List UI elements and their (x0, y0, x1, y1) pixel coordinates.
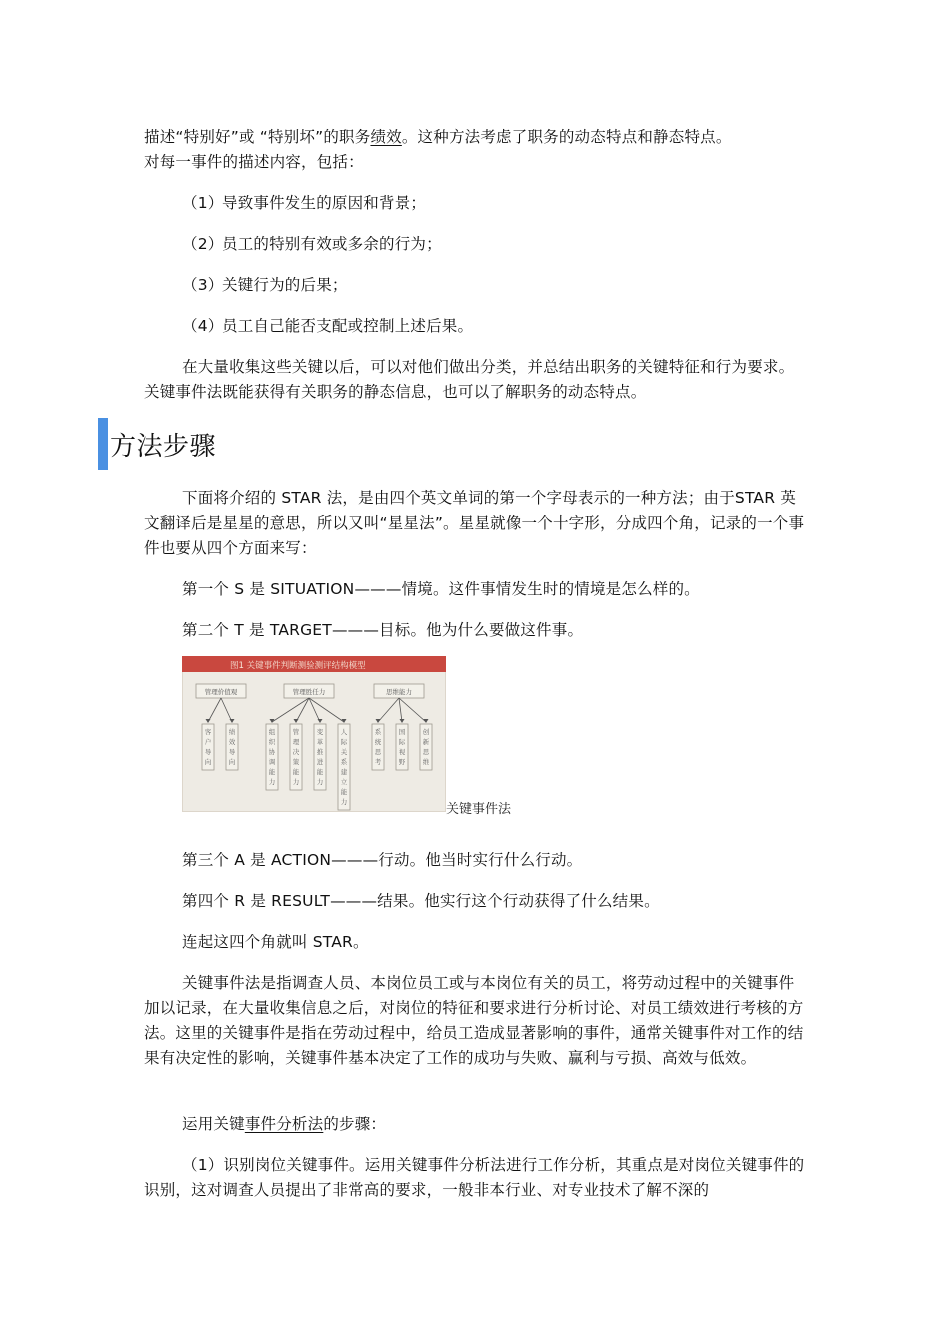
list-item-number: （1） (182, 194, 224, 212)
figure-connector (399, 698, 426, 722)
star-intro-paragraph: 下面将介绍的 STAR 法，是由四个英文单词的第一个字母表示的一种方法；由于STAR 英文翻译后是星星的意思，所以又叫“星星法”。星星就像一个十字形，分成四个角，记录的一个事件也要从四个方面来写： (144, 489, 805, 557)
figure-leaf-label: 人际关系建立能力 (340, 728, 348, 806)
figure-leaf-label: 创新思维 (422, 728, 430, 766)
performance-link[interactable]: 绩效 (370, 128, 402, 146)
event-analysis-link[interactable]: 事件分析法 (244, 1115, 324, 1133)
section-heading (98, 418, 216, 470)
arrow-icon (206, 719, 211, 723)
star-join-line: 连起这四个角就叫 STAR。 (182, 933, 369, 951)
star-r-line: 第四个 R 是 RESULT———结果。他实行这个行动获得了什么结果。 (182, 892, 660, 910)
steps-intro (182, 1112, 806, 1137)
figure-connector (221, 698, 232, 722)
figure-caption: 关键事件法 (446, 802, 512, 817)
list-item-number: （4） (182, 317, 224, 335)
intro-line-a-rest: 。这种方法考虑了职务的动态特点和静态特点。 (401, 128, 732, 146)
figure-group-label: 思维能力 (386, 688, 412, 696)
summary-paragraph: 在大量收集这些关键以后，可以对他们做出分类，并总结出职务的关键特征和行为要求。关键事件法既能获得有关职务的静态信息，也可以了解职务的动态特点。 (144, 358, 795, 401)
figure-connector (296, 698, 309, 722)
list-item (182, 314, 806, 339)
list-item (182, 273, 806, 298)
list-item-number: （3） (182, 276, 224, 294)
list-item (182, 191, 806, 216)
list-item-text: 导致事件发生的原因和背景； (222, 194, 427, 212)
key-event-figure (182, 656, 446, 812)
figure-connector (378, 698, 399, 722)
figure-group-label: 管理价值观 (204, 688, 238, 696)
figure-leaf-label: 系统思考 (374, 728, 382, 766)
arrow-icon (230, 719, 235, 723)
list-item-text: 员工的特别有效或多余的行为； (222, 235, 442, 253)
steps-intro-a: 运用关键 (182, 1115, 245, 1133)
figure-connector (272, 698, 309, 722)
intro-paragraph (144, 125, 806, 175)
figure-group-label: 管理胜任力 (292, 688, 326, 696)
figure-leaf-label: 国际视野 (398, 728, 406, 766)
steps-intro-b: 的步骤： (323, 1115, 387, 1133)
intro-line-a: 描述“特别好”或 “特别坏”的职务 (144, 128, 371, 146)
list-item-text: 员工自己能否支配或控制上述后果。 (222, 317, 474, 335)
arrow-icon (400, 719, 405, 723)
star-a-line: 第三个 A 是 ACTION———行动。他当时实行什么行动。 (182, 851, 583, 869)
figure-connector (208, 698, 221, 722)
figure-leaf-label: 组织协调能力 (268, 728, 276, 786)
arrow-icon (376, 719, 381, 723)
arrow-icon (424, 719, 429, 723)
section-heading-text: 方法步骤 (110, 431, 217, 462)
figure-title: 图1 关键事件判断测验测评结构模型 (230, 661, 366, 671)
figure-leaf-label: 客户导向 (204, 728, 212, 766)
arrow-icon (294, 719, 299, 723)
arrow-icon (318, 719, 323, 723)
star-s-line: 第一个 S 是 SITUATION———情境。这件事情发生时的情境是怎么样的。 (182, 580, 700, 598)
definition-paragraph: 关键事件法是指调查人员、本岗位员工或与本岗位有关的员工，将劳动过程中的关键事件加以记录，在大量收集信息之后，对岗位的特征和要求进行分析讨论、对员工绩效进行考核的方法。这里的关键事件是指在劳动过程中，给员工造成显著影响的事件，通常关键事件对工作的结果有决定性的影响，关键事件基本决定了工作的成功与失败、赢利与亏损、高效与低效。 (144, 974, 804, 1067)
list-item-text: 关键行为的后果； (222, 276, 348, 294)
intro-line-b: 对每一事件的描述内容，包括： (144, 153, 364, 171)
figure-leaf-label: 绩效导向 (228, 728, 236, 766)
list-item (182, 232, 806, 257)
figure-leaf-label: 变革推进能力 (316, 728, 324, 786)
list-item-number: （2） (182, 235, 224, 253)
star-t-line: 第二个 T 是 TARGET———目标。他为什么要做这件事。 (182, 621, 584, 639)
figure-diagram (182, 656, 446, 812)
step-1-paragraph: （1）识别岗位关键事件。运用关键事件分析法进行工作分析，其重点是对岗位关键事件的识别，这对调查人员提出了非常高的要求，一般非本行业、对专业技术了解不深的 (144, 1156, 805, 1199)
figure-leaf-label: 管理决策能力 (292, 728, 300, 786)
figure-connector (399, 698, 402, 722)
